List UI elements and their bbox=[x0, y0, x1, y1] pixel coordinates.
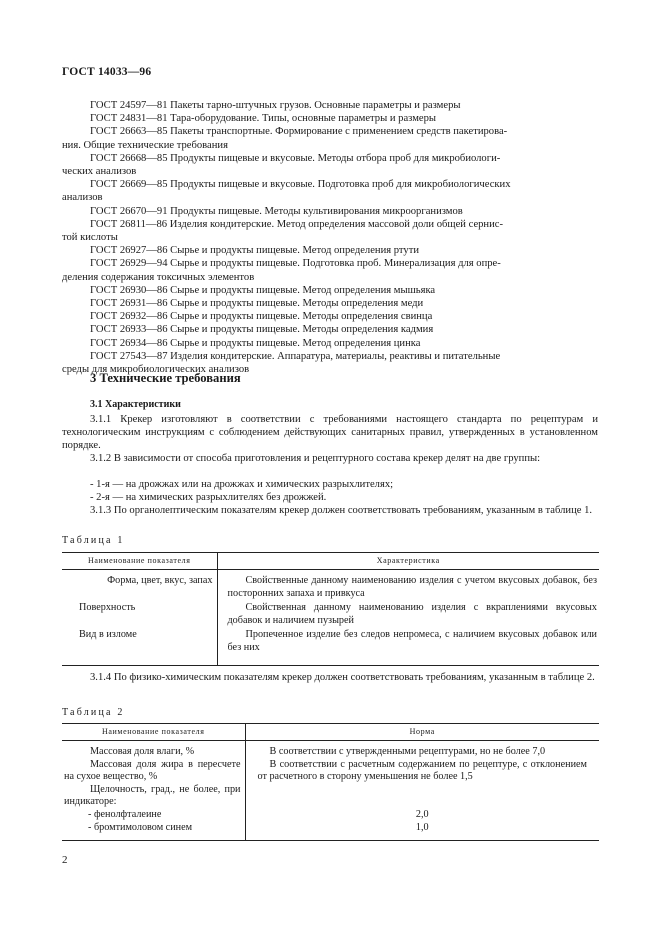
standard-ref: ГОСТ 26930—86 Сырье и продукты пищевые. Метод определения мышьяка bbox=[90, 284, 436, 296]
table-row bbox=[62, 784, 599, 809]
table2 bbox=[62, 723, 599, 841]
subsection-title: 3.1 Характеристики bbox=[90, 399, 181, 410]
standard-ref: ГОСТ 26811—86 Изделия кондитерские. Метод определения массовой доли общей сернис- той кислоты bbox=[62, 218, 504, 244]
table2-cell-value bbox=[245, 784, 599, 809]
table1-header-name: Наименование показателя bbox=[62, 553, 217, 570]
table-row bbox=[62, 600, 599, 627]
table1-cell-name: Поверхность bbox=[62, 600, 217, 627]
table1-cell-value: Свойственная данному наименованию изделия с вкраплениями вкусовых добавок и наличием пузырей bbox=[227, 602, 597, 626]
table-row bbox=[62, 809, 599, 822]
standards-list bbox=[62, 99, 598, 376]
table2-cell-name: Массовая доля влаги, % bbox=[62, 741, 245, 759]
table2-cell-name: Щелочность, град., не более, при индикаторе: bbox=[62, 784, 245, 809]
table-row bbox=[62, 822, 599, 841]
standard-ref: ГОСТ 24831—81 Тара-оборудование. Типы, основные параметры и размеры bbox=[90, 113, 437, 125]
paragraph-3-1-1: 3.1.1 Крекер изготовляют в соответствии с требованиями настоящего стандарта по рецептурам и технологическим инструкциям с соблюдением действующих санитарных правил, утвержденных в установленном порядке. bbox=[62, 414, 598, 452]
table1-header-value: Характеристика bbox=[217, 553, 599, 570]
table2-cell-name: - бромтимоловом синем bbox=[62, 822, 245, 841]
table2-cell-value: 1,0 bbox=[245, 822, 599, 841]
standard-ref: ГОСТ 26932—86 Сырье и продукты пищевые. Методы определения свинца bbox=[90, 311, 433, 323]
table-row bbox=[62, 570, 599, 601]
table-row bbox=[62, 741, 599, 759]
standard-ref: ГОСТ 26670—91 Продукты пищевые. Методы культивирования микроорганизмов bbox=[90, 205, 463, 217]
table2-cell-name: Массовая доля жира в пересчете на сухое вещество, % bbox=[62, 759, 245, 784]
table1 bbox=[62, 552, 599, 666]
page-number: 2 bbox=[62, 854, 68, 866]
table2-caption: Таблица 2 bbox=[62, 707, 125, 718]
standard-ref: ГОСТ 26933—86 Сырье и продукты пищевые. Методы определения кадмия bbox=[90, 324, 434, 336]
standard-ref: ГОСТ 26934—86 Сырье и продукты пищевые. Метод определения цинка bbox=[90, 337, 421, 349]
document-header: ГОСТ 14033—96 bbox=[62, 66, 152, 78]
group-2-item: - 2-я — на химических разрыхлителях без дрожжей. bbox=[90, 492, 327, 503]
standard-ref: ГОСТ 26668—85 Продукты пищевые и вкусовые. Методы отбора проб для микробиологи- ческих анализов bbox=[62, 152, 501, 178]
standard-ref: ГОСТ 26931—86 Сырье и продукты пищевые. Методы определения меди bbox=[90, 298, 424, 310]
table-row bbox=[62, 627, 599, 665]
table2-header-value: Норма bbox=[245, 724, 599, 741]
paragraph-3-1-4: 3.1.4 По физико-химическим показателям крекер должен соответствовать требованиям, указанным в таблице 2. bbox=[90, 672, 595, 683]
standard-ref: ГОСТ 26663—85 Пакеты транспортные. Формирование с применением средств пакетирова- ния. Общие технические требования bbox=[62, 126, 508, 151]
table2-header-name: Наименование показателя bbox=[62, 724, 245, 741]
standard-ref: ГОСТ 26929—94 Сырье и продукты пищевые. Подготовка проб. Минерализация для опре- деления содержания токсичных элементов bbox=[62, 258, 501, 283]
standard-ref: ГОСТ 26669—85 Продукты пищевые и вкусовые. Подготовка проб для микробиологических анализов bbox=[62, 179, 511, 204]
standard-ref: ГОСТ 24597—81 Пакеты тарно-штучных грузов. Основные параметры и размеры bbox=[90, 100, 461, 111]
table2-cell-value: В соответствии с расчетным содержанием по рецептуре, с отклонением от расчетного в сторону уменьшения не более 1,5 bbox=[257, 758, 587, 783]
paragraph-3-1-3: 3.1.3 По органолептическим показателям крекер должен соответствовать требованиям, указанным в таблице 1. bbox=[90, 505, 593, 516]
table2-cell-name: - фенолфталеине bbox=[62, 809, 245, 822]
table1-cell-name: Форма, цвет, вкус, запах bbox=[62, 570, 217, 601]
table2-cell-value: В соответствии с утвержденными рецептурами, но не более 7,0 bbox=[269, 746, 546, 757]
table1-caption: Таблица 1 bbox=[62, 535, 125, 546]
table1-cell-name: Вид в изломе bbox=[62, 627, 217, 665]
table2-cell-value: 2,0 bbox=[415, 808, 429, 820]
table1-cell-value: Пропеченное изделие без следов непромеса, с наличием вкусовых добавок или без них bbox=[217, 627, 599, 665]
table1-cell-value: Свойственные данному наименованию изделия с учетом вкусовых добавок, без посторонних запаха и привкуса bbox=[227, 575, 597, 599]
table-row bbox=[62, 759, 599, 784]
standard-ref: ГОСТ 26927—86 Сырье и продукты пищевые. Метод определения ртути bbox=[90, 245, 420, 257]
standard-ref: ГОСТ 27543—87 Изделия кондитерские. Аппаратура, материалы, реактивы и питательные среды для микробиологических анализов bbox=[62, 350, 501, 376]
paragraph-3-1-2: 3.1.2 В зависимости от способа приготовления и рецептурного состава крекер делят на две группы: bbox=[90, 453, 541, 464]
group-1-item: - 1-я — на дрожжах или на дрожжах и химических разрыхлителях; bbox=[90, 479, 394, 490]
section-title: 3 Технические требования bbox=[90, 371, 241, 385]
